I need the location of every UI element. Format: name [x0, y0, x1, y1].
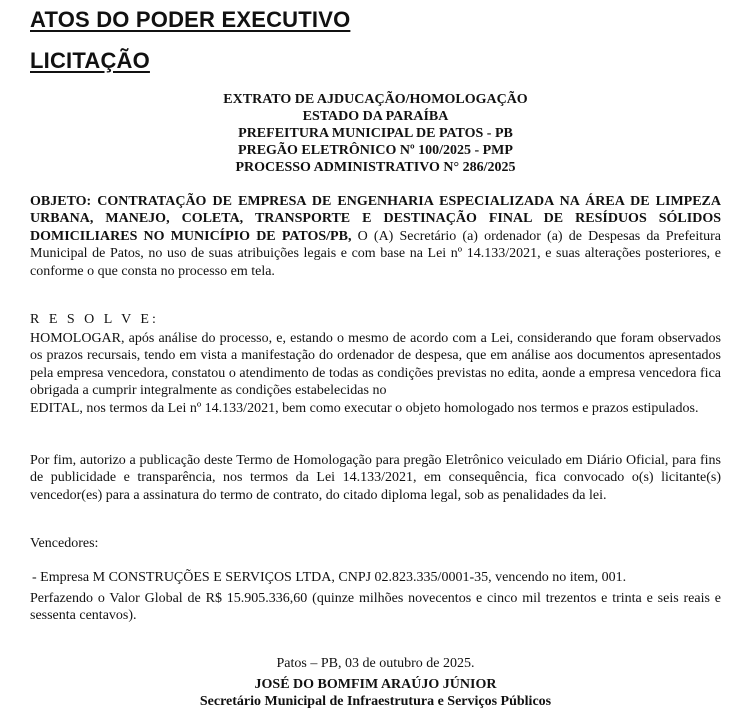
resolve-label: R E S O L V E: — [30, 312, 159, 327]
extract-title: EXTRATO DE AJDUCAÇÃO/HOMOLOGAÇÃO — [223, 92, 528, 107]
total-value-paragraph: Perfazendo o Valor Global de R$ 15.905.336,60 (quinze milhões novecentos e cinco mil trezentos e trinta e seis reais e sessenta centavos). — [30, 591, 721, 624]
state-name: ESTADO DA PARAÍBA — [302, 109, 449, 124]
place-date-line: Patos – PB, 03 de outubro de 2025. — [276, 656, 475, 671]
homologar-text-part1: HOMOLOGAR, após análise do processo, e, estando o mesmo de acordo com a Lei, considerando que foram observados os prazos recursais, tendo em vista a manifestação do ordenador de despesa, que em análise aos documentos apresentados pela empresa vencedora, constatou o atendimento de todas as condições previstas no edita, aonde a empresa vencedora fica obrigada a cumprir integralmente as condições estabelecidas no — [30, 331, 721, 399]
authorization-paragraph: Por fim, autorizo a publicação deste Termo de Homologação para pregão Eletrônico veiculado em Diário Oficial, para fins de publicidade e transparência, nos termos da Lei 14.133/2021, em consequência, fica convocado o(s) licitante(s) vencedor(es) para a assinatura do termo de contrato, do citado diploma legal, sob as penalidades da lei. — [30, 453, 721, 503]
objeto-bold-text: OBJETO: CONTRATAÇÃO DE EMPRESA DE ENGENHARIA ESPECIALIZADA NA ÁREA DE LIMPEZA URBANA, MANEJO, COLETA, TRANSPORTE E DESTINAÇÃO FINAL DE RESÍDUOS SÓLIDOS DOMICILIARES NO MUNICÍPIO DE PATOS/PB, — [30, 194, 721, 244]
winner-company-line: - Empresa M CONSTRUÇÕES E SERVIÇOS LTDA, CNPJ 02.823.335/0001-35, vencendo no item, 001. — [32, 570, 627, 585]
section-heading: ATOS DO PODER EXECUTIVO — [30, 7, 351, 32]
pregao-number: PREGÃO ELETRÔNICO Nº 100/2025 - PMP — [238, 143, 513, 158]
signatory-name: JOSÉ DO BOMFIM ARAÚJO JÚNIOR — [254, 677, 497, 692]
objeto-regular-text: O (A) Secretário (a) ordenador (a) de Despesas da Prefeitura Municipal de Patos, no uso de suas atribuições legais e com base na Lei nº 14.133/2021, e suas alterações posteriores, e conforme o que consta no processo em tela. — [30, 228, 721, 279]
homologar-paragraph — [30, 330, 721, 417]
document-header-block — [30, 91, 721, 176]
homologar-text-part2: EDITAL, nos termos da Lei nº 14.133/2021, bem como executar o objeto homologado nos termos e prazos estipulados. — [30, 400, 699, 416]
winners-label: Vencedores: — [30, 536, 99, 551]
municipality-name: PREFEITURA MUNICIPAL DE PATOS - PB — [238, 126, 513, 141]
subsection-heading: LICITAÇÃO — [30, 48, 150, 73]
objeto-paragraph — [30, 193, 721, 280]
signatory-title: Secretário Municipal de Infraestrutura e Serviços Públicos — [199, 694, 552, 709]
process-number: PROCESSO ADMINISTRATIVO N° 286/2025 — [235, 160, 516, 175]
signature-block — [30, 676, 721, 710]
